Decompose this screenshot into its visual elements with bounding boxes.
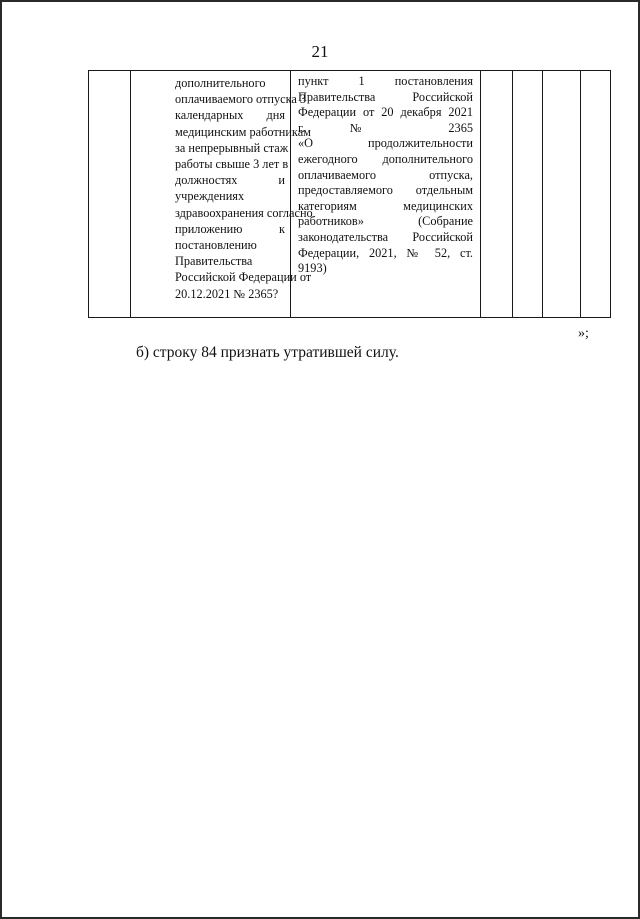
text-line: Правительства xyxy=(175,254,253,269)
text-line: Российской Федерации от xyxy=(175,270,312,285)
text-line: пункт 1 постановления xyxy=(298,74,473,88)
text-line: законодательства Российской xyxy=(298,229,473,244)
document-table xyxy=(88,70,611,318)
legal-basis-text xyxy=(291,71,480,277)
closing-quote-mark: »; xyxy=(578,326,589,341)
text-line: за непрерывный стаж xyxy=(175,140,289,155)
text-line: учреждениях xyxy=(175,189,245,204)
text-line: Правительства Российской xyxy=(298,89,473,104)
empty-cell-4 xyxy=(481,71,513,318)
text-line: 20.12.2021 № 2365? xyxy=(175,286,279,301)
text-line: ежегодного дополнительного xyxy=(298,151,473,166)
empty-cell-7 xyxy=(581,71,611,318)
text-line: оплачиваемого отпуска 3 xyxy=(175,92,307,107)
text-line: «О продолжительности xyxy=(298,136,473,151)
text-line: дополнительного xyxy=(175,76,266,90)
text-line: календарных дня xyxy=(175,108,285,123)
text-line: работы свыше 3 лет в xyxy=(175,157,289,172)
page-number: 21 xyxy=(311,42,329,61)
empty-cell-1 xyxy=(89,71,131,318)
legal-basis-cell xyxy=(291,71,481,318)
text-line: должностях и xyxy=(175,173,285,188)
text-line: оплачиваемого отпуска, xyxy=(298,167,473,182)
text-line: приложению к xyxy=(175,221,285,236)
text-line: категориям медицинских xyxy=(298,198,473,213)
text-line: медицинским работникам xyxy=(175,124,311,139)
text-line: предоставляемого отдельным xyxy=(298,183,473,198)
table-row xyxy=(89,71,611,318)
text-line: Федерации, 2021, № 52, ст. xyxy=(298,245,473,260)
text-line: работников» (Собрание xyxy=(298,214,473,229)
empty-cell-5 xyxy=(513,71,543,318)
paragraph-b: б) строку 84 признать утратившей силу. xyxy=(136,344,399,361)
text-line: здравоохранения согласно xyxy=(175,205,313,220)
text-line: Федерации от 20 декабря 2021 xyxy=(298,105,473,120)
text-line: г. № 2365 xyxy=(298,120,473,135)
empty-cell-6 xyxy=(543,71,581,318)
text-line: 9193) xyxy=(298,261,327,276)
text-line: постановлению xyxy=(175,238,257,253)
